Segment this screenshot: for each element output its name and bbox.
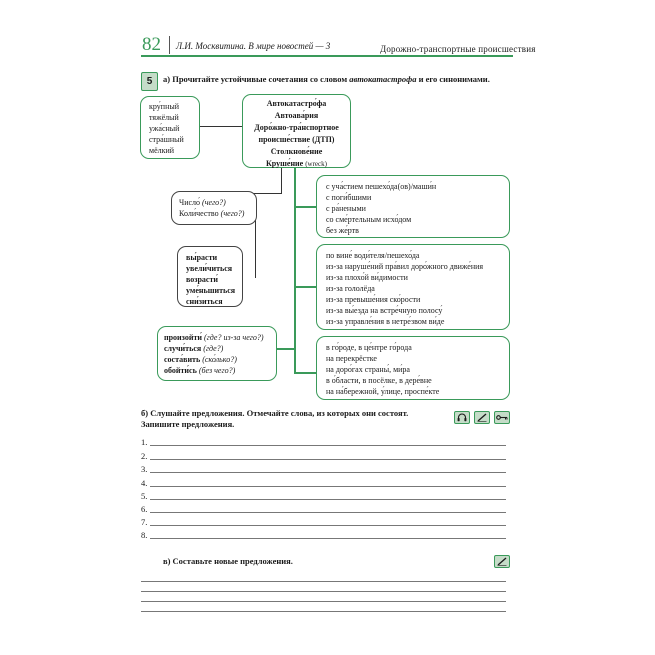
count-word: Коли́чество bbox=[179, 209, 219, 218]
count-word: Число́ bbox=[179, 198, 201, 207]
change-verb: сни́зиться bbox=[186, 297, 223, 306]
answer-line-number: 6. bbox=[141, 504, 148, 514]
answer-line-number: 2. bbox=[141, 451, 148, 461]
answer-line[interactable] bbox=[150, 538, 506, 539]
task-a-keyword: автокатастрофа bbox=[349, 74, 417, 84]
key-icon[interactable] bbox=[494, 411, 510, 424]
center-term-note: (wreck) bbox=[305, 160, 327, 168]
cause-phrase: из-за управле́ния в нетре́звом ви́де bbox=[326, 317, 445, 326]
answer-line-number: 7. bbox=[141, 517, 148, 527]
answer-line[interactable] bbox=[150, 472, 506, 473]
connector-center-trunk bbox=[294, 167, 296, 373]
connector-to-cause bbox=[294, 286, 316, 288]
happen-line bbox=[164, 343, 276, 354]
answer-line-number: 4. bbox=[141, 478, 148, 488]
connector-verbs-side bbox=[255, 245, 256, 278]
answer-line[interactable] bbox=[150, 445, 506, 446]
answer-line-number: 3. bbox=[141, 464, 148, 474]
center-term: Столкнове́ние bbox=[270, 147, 323, 156]
cause-phrase: по вине́ води́теля/пешехо́да bbox=[326, 251, 420, 260]
change-verb: уме́ньшиться bbox=[186, 286, 236, 295]
cause-phrase: из-за гололёда bbox=[326, 284, 375, 293]
pencil-icon[interactable] bbox=[494, 555, 510, 568]
page-number: 82 bbox=[142, 34, 161, 55]
writing-line[interactable] bbox=[141, 591, 506, 592]
count-line bbox=[179, 208, 256, 219]
task-b-line-1: б) Слушайте предложения. Отмечайте слова, из которых они состоят. bbox=[141, 408, 409, 418]
happen-line bbox=[164, 365, 276, 376]
center-term-last bbox=[245, 158, 348, 170]
happen-verb: произойти́ bbox=[164, 333, 202, 342]
writing-line[interactable] bbox=[141, 581, 506, 582]
answer-line[interactable] bbox=[150, 512, 506, 513]
adjective-item: тяжёлый bbox=[149, 113, 179, 122]
adjective-item: ужа́сный bbox=[149, 124, 180, 133]
change-verb: возрасти́ bbox=[186, 275, 219, 284]
happen-question: (без чего?) bbox=[198, 366, 236, 375]
cause-phrase: из-за превыше́ния ско́рости bbox=[326, 295, 421, 304]
happen-verb: случи́ться bbox=[164, 344, 202, 353]
happen-verb: обойти́сь bbox=[164, 366, 197, 375]
place-phrase: в го́роде, в це́нтре го́рода bbox=[326, 343, 412, 352]
connector-to-happen bbox=[276, 348, 294, 350]
count-line bbox=[179, 197, 256, 208]
with-phrase: с поги́бшими bbox=[326, 193, 372, 202]
writing-line[interactable] bbox=[141, 601, 506, 602]
place-phrase: на перекрёстке bbox=[326, 354, 377, 363]
adjective-item: стра́шный bbox=[149, 135, 184, 144]
change-verb: вы́расти bbox=[186, 253, 218, 262]
adjective-item: кру́пный bbox=[149, 102, 179, 111]
header-divider bbox=[169, 36, 170, 54]
task-c-instruction: в) Составьте новые предложения. bbox=[163, 556, 293, 566]
answer-line[interactable] bbox=[150, 486, 506, 487]
cause-phrase: из-за плохо́й ви́димости bbox=[326, 273, 408, 282]
center-term: Автокатастро́фа bbox=[266, 99, 327, 108]
connector-adjectives bbox=[199, 126, 243, 127]
happen-question: (ско́лько?) bbox=[202, 355, 237, 364]
task-a-instruction bbox=[163, 74, 490, 84]
happen-question: (где? из-за чего?) bbox=[203, 333, 264, 342]
with-phrase: с ра́неными bbox=[326, 204, 366, 213]
task-a-suffix: и его синонимами. bbox=[416, 74, 490, 84]
place-phrase: на на́бережной, у́лице, проспе́кте bbox=[326, 387, 440, 396]
with-phrase: без же́ртв bbox=[326, 226, 359, 235]
center-term: Круше́ние bbox=[266, 159, 304, 168]
place-phrase: в о́бласти, в посёлке, в дере́вне bbox=[326, 376, 432, 385]
center-term: Доро́жно-тра́нспортное bbox=[254, 123, 339, 132]
change-verbs-box bbox=[177, 246, 243, 307]
change-verb: увели́читься bbox=[186, 264, 233, 273]
cause-phrase: из-за вы́езда на встре́чную полосу́ bbox=[326, 306, 443, 315]
happen-line bbox=[164, 332, 276, 343]
with-phrase: с уча́стием пешехо́да(ов)/маши́н bbox=[326, 182, 437, 191]
center-term: происше́ствие (ДТП) bbox=[258, 135, 335, 144]
happen-question: (где?) bbox=[203, 344, 224, 353]
header-book-title: Л.И. Москвитина. В мире новостей — 3 bbox=[176, 41, 331, 51]
header-chapter-title: Дорожно-транспортные происшествия bbox=[380, 44, 536, 54]
adjective-item: мёлкий bbox=[149, 146, 175, 155]
answer-line-number: 8. bbox=[141, 530, 148, 540]
pencil-icon[interactable] bbox=[474, 411, 490, 424]
count-box bbox=[171, 191, 257, 225]
cause-phrases-box bbox=[316, 244, 510, 330]
connector-center-down-left bbox=[281, 167, 282, 193]
place-phrase: на доро́гах страны́, ми́ра bbox=[326, 365, 410, 374]
happen-verbs-box bbox=[157, 326, 277, 381]
center-term: Автоава́рия bbox=[274, 111, 319, 120]
answer-line[interactable] bbox=[150, 525, 506, 526]
answer-line-number: 5. bbox=[141, 491, 148, 501]
adjectives-box bbox=[140, 96, 200, 159]
with-phrase: со сме́ртельным исхо́дом bbox=[326, 215, 412, 224]
writing-line[interactable] bbox=[141, 611, 506, 612]
task-b-line-2: Запишите предложения. bbox=[141, 419, 235, 429]
answer-line[interactable] bbox=[150, 459, 506, 460]
with-phrases-box bbox=[316, 175, 510, 238]
center-terms-box bbox=[242, 94, 351, 168]
happen-verb: соста́вить bbox=[164, 355, 201, 364]
exercise-number-badge: 5 bbox=[141, 72, 158, 91]
header-rule bbox=[141, 55, 513, 57]
cause-phrase: из-за наруше́ний пра́вил доро́жного движе́ния bbox=[326, 262, 484, 271]
place-phrases-box bbox=[316, 336, 510, 400]
count-question: (чего?) bbox=[220, 209, 245, 218]
answer-line-number: 1. bbox=[141, 437, 148, 447]
count-question: (чего?) bbox=[202, 198, 226, 207]
connector-to-place bbox=[294, 372, 316, 374]
connector-to-with bbox=[294, 206, 316, 208]
answer-line[interactable] bbox=[150, 499, 506, 500]
happen-line bbox=[164, 354, 276, 365]
task-a-prefix: а) Прочитайте устойчивые сочетания со словом bbox=[163, 74, 350, 84]
headphones-icon[interactable] bbox=[454, 411, 470, 424]
